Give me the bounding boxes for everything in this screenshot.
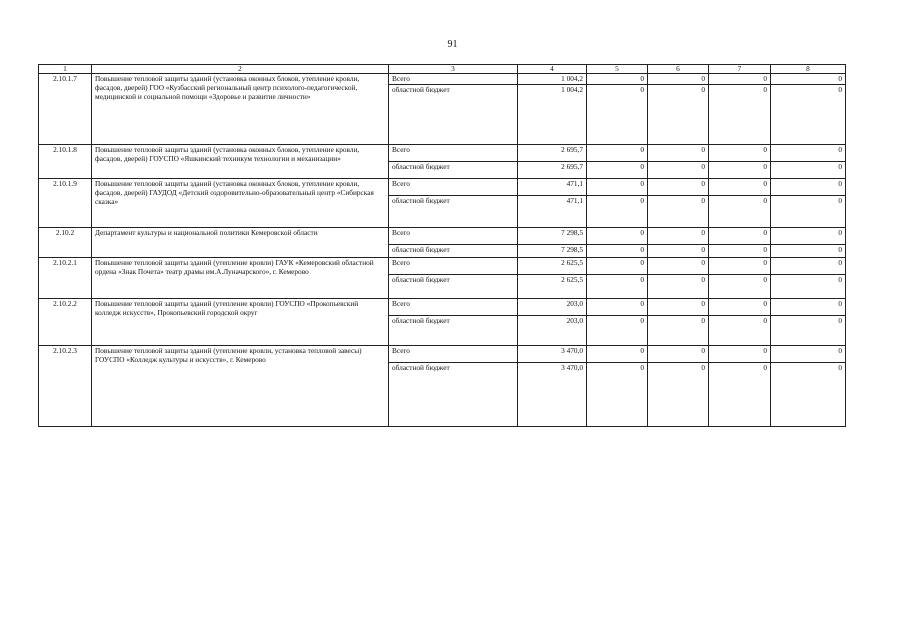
amount-col-6: 0: [648, 162, 709, 179]
amount-col-5: 0: [587, 275, 648, 299]
table-row: [39, 299, 846, 316]
page-number: 91: [447, 39, 458, 50]
table-row: [39, 346, 846, 363]
funding-source: областной бюджет: [389, 162, 518, 179]
funding-source: областной бюджет: [389, 316, 518, 346]
amount-col-7: 0: [709, 299, 771, 316]
amount-col-7: 0: [709, 179, 771, 196]
amount-col-6: 0: [648, 316, 709, 346]
funding-source: областной бюджет: [389, 245, 518, 258]
row-description: Повышение тепловой защиты зданий (установка оконных блоков, утепление кровли, фасадов, дверей) ГОО «Кузбасский региональный центр психолого-педагогической, медицинской и социальной помощи «Здоровье и развитие личности»: [92, 74, 389, 145]
table-row: [39, 74, 846, 85]
amount-col-6: 0: [648, 245, 709, 258]
amount-col-4: 203,0: [518, 316, 587, 346]
table-row: [39, 179, 846, 196]
amount-col-4: 1 004,2: [518, 85, 587, 145]
header-cell: 3: [389, 65, 518, 74]
amount-col-8: 0: [771, 74, 846, 85]
amount-col-4: 2 625,5: [518, 258, 587, 275]
funding-source: Всего: [389, 179, 518, 196]
row-code: 2.10.2.3: [39, 346, 92, 427]
amount-col-5: 0: [587, 179, 648, 196]
header-cell: 2: [92, 65, 389, 74]
amount-col-6: 0: [648, 363, 709, 427]
amount-col-6: 0: [648, 196, 709, 228]
table-row: [39, 145, 846, 162]
row-code: 2.10.1.9: [39, 179, 92, 228]
funding-source: Всего: [389, 346, 518, 363]
amount-col-7: 0: [709, 228, 771, 245]
row-description: Повышение тепловой защиты зданий (установка оконных блоков, утепление кровли, фасадов, дверей) ГАУДОД «Детский оздоровительно-образовательный центр «Сибирская сказка»: [92, 179, 389, 228]
amount-col-4: 7 298,5: [518, 228, 587, 245]
budget-table: [38, 64, 846, 427]
header-row: [39, 65, 846, 74]
header-cell: 6: [648, 65, 709, 74]
funding-source: Всего: [389, 145, 518, 162]
row-code: 2.10.2.2: [39, 299, 92, 346]
amount-col-7: 0: [709, 245, 771, 258]
header-cell: 1: [39, 65, 92, 74]
amount-col-7: 0: [709, 363, 771, 427]
funding-source: областной бюджет: [389, 85, 518, 145]
amount-col-8: 0: [771, 346, 846, 363]
amount-col-8: 0: [771, 145, 846, 162]
table-row: [39, 258, 846, 275]
amount-col-6: 0: [648, 346, 709, 363]
amount-col-4: 3 470,0: [518, 363, 587, 427]
amount-col-5: 0: [587, 162, 648, 179]
row-description: Повышение тепловой защиты зданий (утепление кровли, установка тепловой завесы) ГОУСПО «Колледж культуры и искусств», г. Кемерово: [92, 346, 389, 427]
amount-col-6: 0: [648, 145, 709, 162]
amount-col-5: 0: [587, 145, 648, 162]
amount-col-5: 0: [587, 363, 648, 427]
row-description: Повышение тепловой защиты зданий (утепление кровли) ГАУК «Кемеровский областной ордена «Знак Почета» театр драмы им.А.Луначарского», г. Кемерово: [92, 258, 389, 299]
amount-col-7: 0: [709, 275, 771, 299]
row-description: Департамент культуры и национальной политики Кемеровской области: [92, 228, 389, 258]
row-code: 2.10.2.1: [39, 258, 92, 299]
amount-col-5: 0: [587, 196, 648, 228]
row-code: 2.10.1.7: [39, 74, 92, 145]
row-description: Повышение тепловой защиты зданий (утепление кровли) ГОУСПО «Прокопьевский колледж искусств», Прокопьевский городской округ: [92, 299, 389, 346]
amount-col-4: 471,1: [518, 196, 587, 228]
amount-col-5: 0: [587, 85, 648, 145]
amount-col-7: 0: [709, 346, 771, 363]
amount-col-5: 0: [587, 258, 648, 275]
amount-col-6: 0: [648, 74, 709, 85]
amount-col-6: 0: [648, 179, 709, 196]
amount-col-4: 7 298,5: [518, 245, 587, 258]
header-cell: 7: [709, 65, 771, 74]
row-description: Повышение тепловой защиты зданий (установка оконных блоков, утепление кровли, фасадов, дверей) ГОУСПО «Яшкинский техникум технологии и механизации»: [92, 145, 389, 179]
funding-source: Всего: [389, 228, 518, 245]
header-cell: 8: [771, 65, 846, 74]
amount-col-8: 0: [771, 316, 846, 346]
amount-col-6: 0: [648, 299, 709, 316]
amount-col-4: 203,0: [518, 299, 587, 316]
amount-col-7: 0: [709, 162, 771, 179]
funding-source: областной бюджет: [389, 363, 518, 427]
amount-col-5: 0: [587, 346, 648, 363]
amount-col-5: 0: [587, 228, 648, 245]
amount-col-4: 2 695,7: [518, 162, 587, 179]
funding-source: областной бюджет: [389, 196, 518, 228]
amount-col-8: 0: [771, 275, 846, 299]
amount-col-4: 3 470,0: [518, 346, 587, 363]
amount-col-5: 0: [587, 316, 648, 346]
amount-col-6: 0: [648, 275, 709, 299]
amount-col-7: 0: [709, 258, 771, 275]
amount-col-8: 0: [771, 196, 846, 228]
amount-col-8: 0: [771, 85, 846, 145]
amount-col-8: 0: [771, 179, 846, 196]
header-cell: 4: [518, 65, 587, 74]
amount-col-8: 0: [771, 363, 846, 427]
amount-col-6: 0: [648, 228, 709, 245]
amount-col-8: 0: [771, 228, 846, 245]
amount-col-6: 0: [648, 85, 709, 145]
amount-col-7: 0: [709, 316, 771, 346]
funding-source: Всего: [389, 299, 518, 316]
funding-source: Всего: [389, 258, 518, 275]
amount-col-8: 0: [771, 245, 846, 258]
amount-col-7: 0: [709, 85, 771, 145]
amount-col-7: 0: [709, 196, 771, 228]
amount-col-5: 0: [587, 299, 648, 316]
amount-col-7: 0: [709, 74, 771, 85]
amount-col-5: 0: [587, 74, 648, 85]
row-code: 2.10.1.8: [39, 145, 92, 179]
amount-col-4: 471,1: [518, 179, 587, 196]
amount-col-4: 1 004,2: [518, 74, 587, 85]
amount-col-8: 0: [771, 258, 846, 275]
funding-source: областной бюджет: [389, 275, 518, 299]
table-row: [39, 228, 846, 245]
amount-col-6: 0: [648, 258, 709, 275]
amount-col-8: 0: [771, 299, 846, 316]
amount-col-7: 0: [709, 145, 771, 162]
header-cell: 5: [587, 65, 648, 74]
amount-col-5: 0: [587, 245, 648, 258]
amount-col-4: 2 625,5: [518, 275, 587, 299]
amount-col-4: 2 695,7: [518, 145, 587, 162]
funding-source: Всего: [389, 74, 518, 85]
row-code: 2.10.2: [39, 228, 92, 258]
amount-col-8: 0: [771, 162, 846, 179]
